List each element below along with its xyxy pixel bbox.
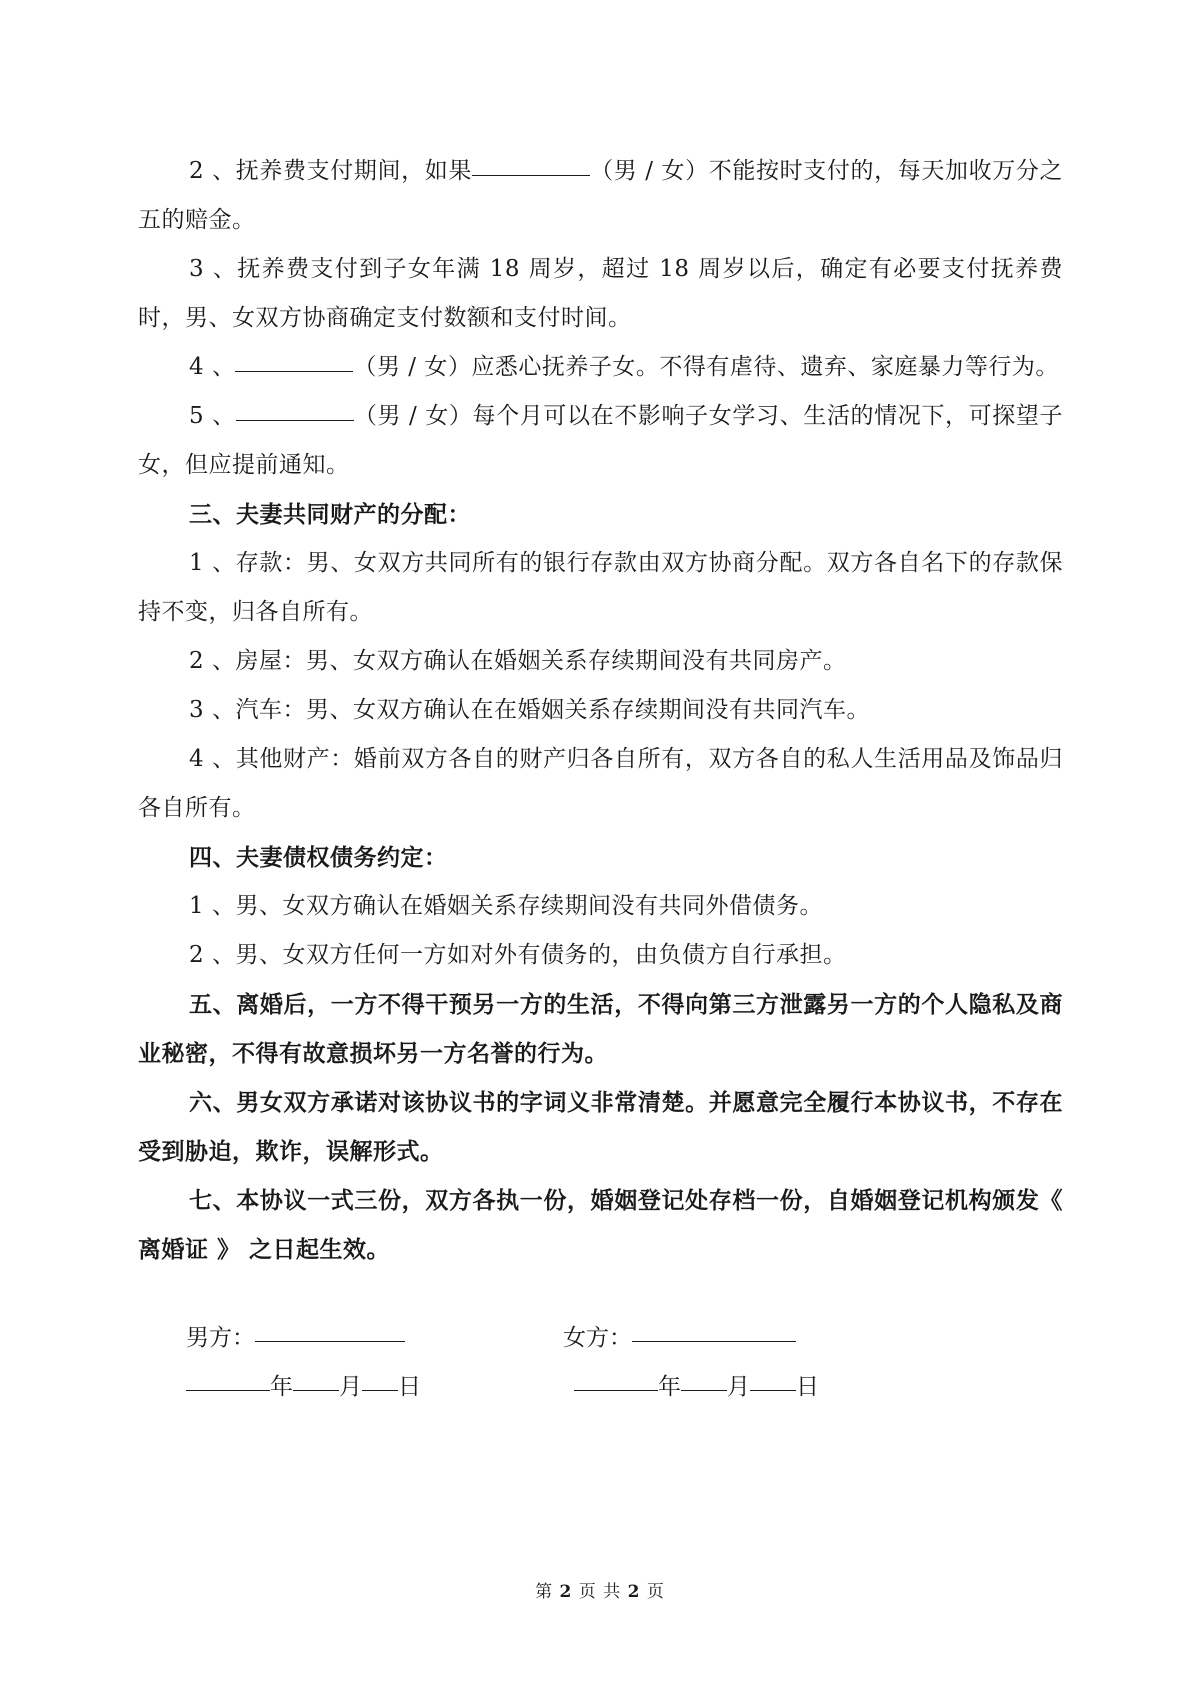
male-day-line: [362, 1389, 398, 1391]
male-month-label: 月: [339, 1374, 362, 1400]
paragraph-text: 六、男女双方承诺对该协议书的字词义非常清楚。并愿意完全履行本协议书，不存在受到胁迫，欺诈，误解形式。: [138, 1089, 1063, 1165]
female-month-line: [681, 1389, 727, 1391]
male-day-label: 日: [398, 1374, 421, 1400]
paragraph-text: 四、夫妻债权债务约定：: [189, 844, 448, 871]
paragraph-text: 三、夫妻共同财产的分配：: [189, 501, 471, 528]
agreement-body: [138, 147, 1063, 1274]
paragraph-p-car: [138, 686, 1063, 735]
male-signature: [186, 1314, 405, 1363]
paragraph-p-raise-child: [138, 343, 1063, 392]
paragraph-text: （男 / 女）不能按时支付的，每天加收万分之五的赔金。: [138, 158, 1063, 233]
fill-in-blank: [236, 419, 354, 421]
paragraph-p-support-late: [138, 147, 1063, 245]
paragraph-text: 2 、房屋：男、女双方确认在婚姻关系存续期间没有共同房产。: [189, 648, 847, 674]
paragraph-p-debt-none: [138, 882, 1063, 931]
paragraph-p-support-18: [138, 245, 1063, 343]
paragraph-text: 3 、抚养费支付到子女年满 18 周岁，超过 18 周岁以后，确定有必要支付抚养费时，男、女双方协商确定支付数额和支付时间。: [138, 256, 1063, 331]
fill-in-blank: [235, 370, 353, 372]
female-year-label: 年: [658, 1374, 681, 1400]
paragraph-p-deposit: [138, 539, 1063, 637]
signature-name-row: [0, 1314, 1200, 1363]
paragraph-text: 1 、存款：男、女双方共同所有的银行存款由双方协商分配。双方各自名下的存款保持不变，归各自所有。: [138, 550, 1063, 625]
paragraph-text: 3 、汽车：男、女双方确认在在婚姻关系存续期间没有共同汽车。: [189, 697, 870, 723]
paragraph-text: 五、离婚后，一方不得干预另一方的生活，不得向第三方泄露另一方的个人隐私及商业秘密，不得有故意损坏另一方名誉的行为。: [138, 991, 1063, 1067]
footer-total-pages: 2: [627, 1582, 641, 1602]
female-signature: [563, 1314, 796, 1363]
paragraph-h-copies: [138, 1176, 1063, 1274]
male-name-line: [255, 1340, 405, 1342]
paragraph-p-other: [138, 735, 1063, 833]
paragraph-h-understand: [138, 1078, 1063, 1176]
paragraph-text: 1 、男、女双方确认在婚姻关系存续期间没有共同外借债务。: [189, 893, 823, 919]
male-year-line: [186, 1389, 270, 1391]
male-year-label: 年: [270, 1374, 293, 1400]
male-month-line: [293, 1389, 339, 1391]
paragraph-text: （男 / 女）应悉心抚养子女。不得有虐待、遗弃、家庭暴力等行为。: [353, 354, 1059, 380]
female-day-line: [750, 1389, 796, 1391]
female-month-label: 月: [727, 1374, 750, 1400]
paragraph-p-debt-own: [138, 931, 1063, 980]
footer-mid: 页 共: [578, 1582, 622, 1602]
female-name-line: [632, 1340, 796, 1342]
female-label: 女方：: [563, 1325, 632, 1351]
paragraph-text: 4 、: [189, 354, 236, 380]
signature-block: [0, 1314, 1200, 1412]
female-year-line: [574, 1389, 658, 1391]
paragraph-h-privacy: [138, 980, 1063, 1078]
paragraph-text: 5 、: [189, 403, 236, 429]
footer-post: 页: [646, 1582, 665, 1602]
paragraph-h-debts: [138, 833, 1063, 882]
signature-date-row: [0, 1363, 1200, 1412]
female-day-label: 日: [796, 1374, 819, 1400]
paragraph-text: （男 / 女）每个月可以在不影响子女学习、生活的情况下，可探望子女，但应提前通知。: [138, 403, 1063, 478]
paragraph-text: 2 、男、女双方任何一方如对外有债务的，由负债方自行承担。: [189, 942, 847, 968]
paragraph-text: 七、本协议一式三份，双方各执一份，婚姻登记处存档一份，自婚姻登记机构颁发《 离婚证 》 之日起生效。: [138, 1187, 1063, 1263]
paragraph-text: 2 、抚养费支付期间，如果: [189, 158, 472, 184]
female-date: [574, 1363, 819, 1412]
paragraph-h-property: [138, 490, 1063, 539]
fill-in-blank: [472, 174, 590, 176]
male-label: 男方：: [186, 1325, 255, 1351]
paragraph-p-visit: [138, 392, 1063, 490]
male-date: [186, 1363, 421, 1412]
paragraph-p-house: [138, 637, 1063, 686]
footer-current-page: 2: [559, 1582, 573, 1602]
footer-pre: 第: [535, 1582, 554, 1602]
paragraph-text: 4 、其他财产：婚前双方各自的财产归各自所有，双方各自的私人生活用品及饰品归各自所有。: [138, 746, 1063, 821]
page-footer: [0, 1577, 1200, 1602]
